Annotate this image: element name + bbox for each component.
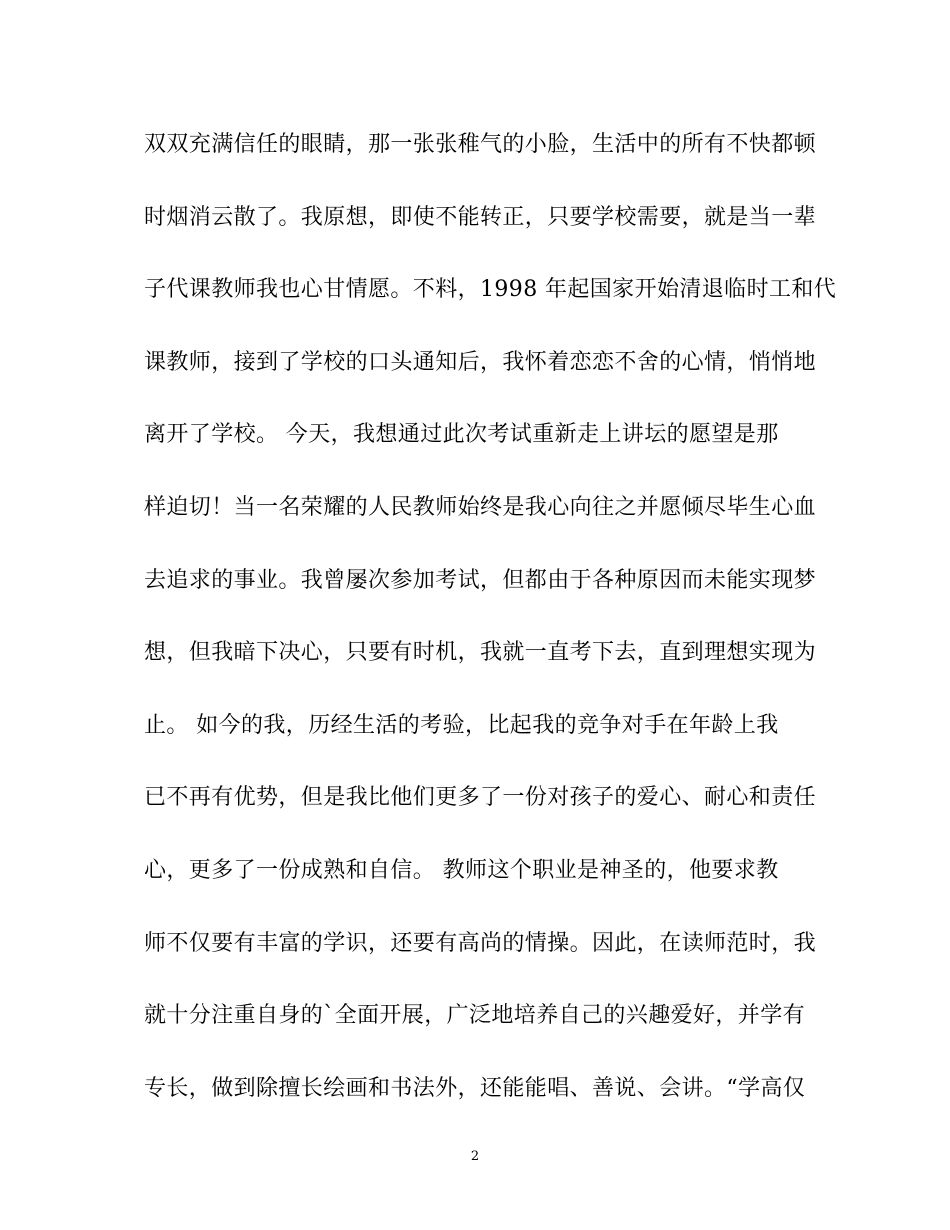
body-text bbox=[144, 123, 837, 1139]
text-line: 止。 如今的我，历经生活的考验，比起我的竞争对手在年龄上我 bbox=[144, 712, 779, 738]
text-line: 子代课教师我也心甘情愿。不料，1998 年起国家开始清退临时工和代 bbox=[144, 277, 837, 303]
text-line: 师不仅要有丰富的学识，还要有高尚的情操。因此，在读师范时，我 bbox=[144, 930, 817, 956]
text-line: 已不再有优势，但是我比他们更多了一份对孩子的爱心、耐心和责任 bbox=[144, 785, 817, 811]
text-line: 离开了学校。 今天，我想通过此次考试重新走上讲坛的愿望是那 bbox=[144, 422, 779, 448]
text-line: 双双充满信任的眼睛，那一张张稚气的小脸，生活中的所有不快都顿 bbox=[144, 132, 817, 157]
text-line: 时烟消云散了。我原想，即使不能转正，只要学校需要，就是当一辈 bbox=[144, 204, 817, 230]
text-line: 专长，做到除擅长绘画和书法外，还能能唱、善说、会讲。“学高仅 bbox=[144, 1075, 806, 1101]
text-line: 去追求的事业。我曾屡次参加考试，但都由于各种原因而未能实现梦 bbox=[144, 567, 817, 593]
text-line: 样迫切！当一名荣耀的人民教师始终是我心向往之并愿倾尽毕生心血 bbox=[144, 494, 817, 520]
text-line: 心，更多了一份成熟和自信。 教师这个职业是神圣的，他要求教 bbox=[144, 857, 779, 883]
text-line: 课教师，接到了学校的口头通知后，我怀着恋恋不舍的心情，悄悄地 bbox=[144, 349, 817, 375]
page-number: 2 bbox=[470, 1149, 480, 1164]
text-line: 想，但我暗下决心，只要有时机，我就一直考下去，直到理想实现为 bbox=[144, 640, 817, 666]
text-line: 就十分注重自身的`全面开展，广泛地培养自己的兴趣爱好，并学有 bbox=[144, 1003, 806, 1029]
